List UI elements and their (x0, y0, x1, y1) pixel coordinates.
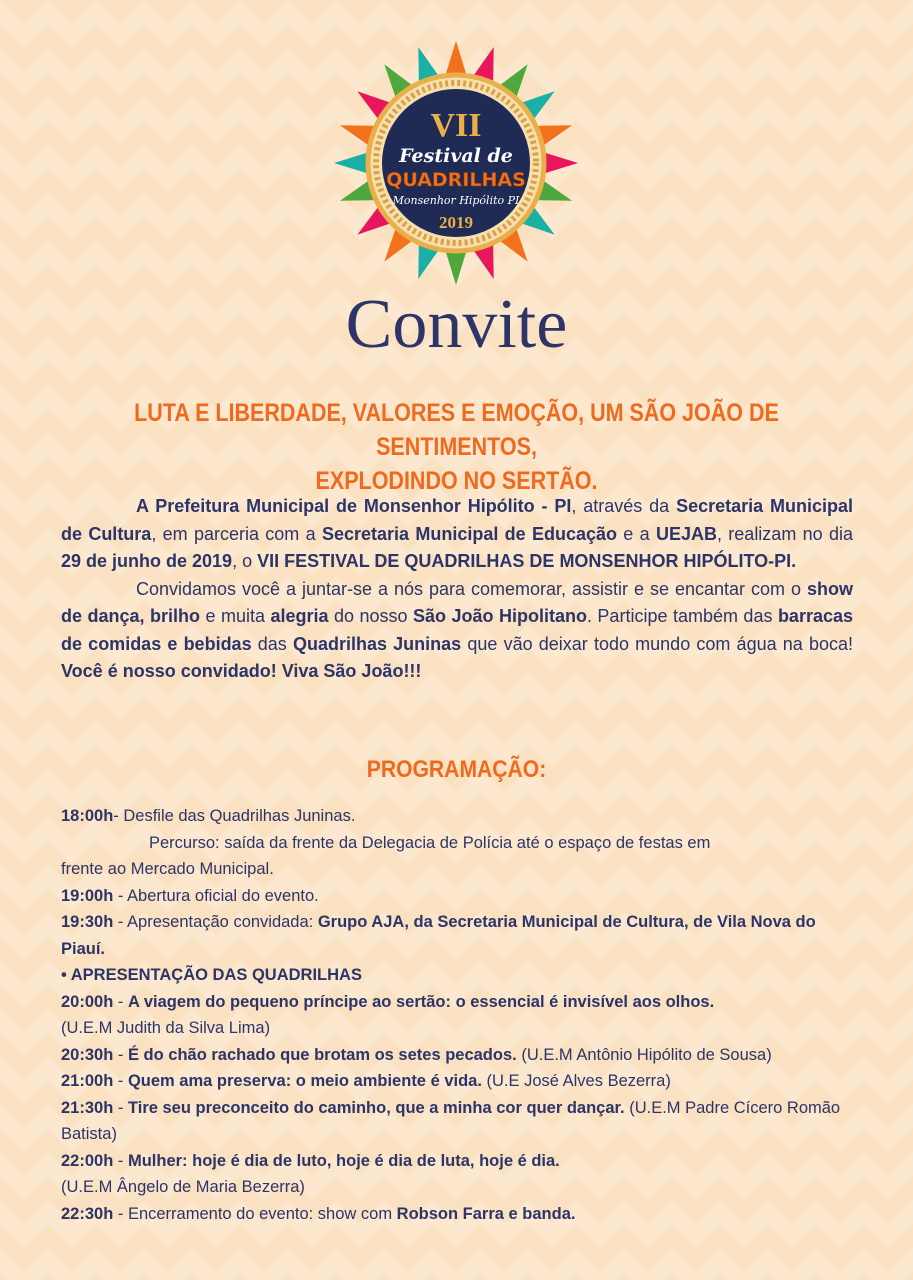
text: . Participe também das (586, 606, 778, 626)
logo-quadrilhas: QUADRILHAS (386, 169, 526, 191)
invitation-text (61, 493, 853, 686)
schedule-desc: - (113, 1045, 128, 1064)
schedule-item (61, 1201, 861, 1228)
bunting-flag (445, 248, 468, 285)
text: do nosso (328, 606, 413, 626)
schedule-desc: - Desfile das Quadrilhas Juninas. (113, 807, 356, 825)
schedule-desc: - Abertura oficial do evento. (113, 886, 319, 905)
schedule-school: (U.E.M Judith da Silva Lima) (61, 1019, 271, 1037)
org-uejab: UEJAB (655, 523, 717, 544)
page-title: Convite (345, 286, 568, 363)
text: e muita (199, 606, 271, 626)
logo-festival-de: Festival de (399, 145, 513, 167)
intro-paragraph-1 (61, 493, 853, 576)
schedule-bold: Tire seu preconceito do caminho, que a minha cor quer dançar. (127, 1098, 625, 1117)
schedule-list (61, 803, 861, 1227)
schedule-bold: Grupo AJA, da Secretaria Municipal de Cultura, de Vila Nova do Piauí. (61, 913, 816, 958)
schedule-route: Percurso: saída da frente da Delegacia de Polícia até o espaço de festas em (149, 833, 711, 852)
text: , o (232, 551, 258, 571)
schedule-school: (U.E.M Padre Cícero Romão Batista) (61, 1098, 841, 1143)
schedule-bold: Quem ama preserva: o meio ambiente é vida. (127, 1072, 482, 1090)
schedule-item (61, 883, 861, 910)
schedule-school: (U.E.M Ângelo de Maria Bezerra) (61, 1178, 305, 1196)
text: , realizam no dia (716, 523, 853, 544)
schedule-heading-text: • APRESENTAÇÃO DAS QUADRILHAS (61, 966, 362, 984)
highlight: show de dança, brilho (61, 578, 853, 626)
schedule-desc: - (113, 1098, 128, 1117)
schedule-item (61, 803, 861, 830)
schedule-time: 22:00h (61, 1151, 114, 1170)
schedule-desc: - (113, 1072, 128, 1090)
bunting-flag (334, 152, 371, 175)
schedule-time: 21:30h (61, 1098, 114, 1117)
festival-logo (331, 38, 581, 288)
slogan-line-1: LUTA E LIBERDADE, VALORES E EMOÇÃO, UM SÃO JOÃO DE SENTIMENTOS, (134, 399, 779, 461)
highlight: Quadrilhas Juninas (292, 633, 462, 654)
schedule-section-heading (61, 962, 861, 989)
org-prefeitura: A Prefeitura Municipal de Monsenhor Hipólito - PI (136, 496, 572, 516)
programacao-heading: PROGRAMAÇÃO: (366, 756, 547, 783)
text: , através da (571, 496, 677, 516)
schedule-item (61, 1068, 861, 1095)
text: Convidamos você a juntar-se a nós para comemorar, assistir e se encantar com o (136, 578, 807, 599)
schedule-time: 20:30h (61, 1045, 114, 1064)
event-date: 29 de junho de 2019 (61, 551, 233, 571)
schedule-item (61, 989, 861, 1016)
schedule-desc: - Apresentação convidada: (113, 913, 318, 931)
schedule-item (61, 1148, 861, 1175)
schedule-item (61, 1042, 861, 1069)
schedule-time: 18:00h (61, 807, 114, 825)
schedule-item (61, 909, 861, 962)
schedule-time: 22:30h (61, 1204, 114, 1223)
logo-city: Monsenhor Hipólito PI (392, 194, 520, 207)
schedule-school: (U.E José Alves Bezerra) (481, 1072, 671, 1090)
schedule-item (61, 1095, 861, 1148)
text: e a (617, 523, 656, 544)
org-cultura: Secretaria Municipal de Cultura (61, 496, 853, 544)
logo-roman: VII (430, 107, 482, 144)
schedule-time: 21:00h (61, 1072, 114, 1090)
event-name: VII FESTIVAL DE QUADRILHAS DE MONSENHOR HIPÓLITO-PI. (257, 551, 797, 571)
text: , em parceria com a (151, 523, 322, 544)
intro-paragraph-2 (61, 576, 853, 686)
bunting-flag (541, 152, 578, 175)
schedule-desc: - (113, 1151, 128, 1170)
highlight: São João Hipolitano (412, 606, 587, 626)
highlight: alegria (270, 606, 329, 626)
bunting-flag (445, 41, 468, 78)
schedule-time: 19:30h (61, 913, 114, 931)
logo-year: 2019 (439, 213, 473, 232)
schedule-desc: - (113, 992, 128, 1011)
schedule-bold: Mulher: hoje é dia de luto, hoje é dia de luta, hoje é dia. (127, 1151, 560, 1170)
highlight: barracas de comidas e bebidas (61, 606, 853, 654)
schedule-desc: - Encerramento do evento: show com (113, 1204, 397, 1223)
closing-line: Você é nosso convidado! Viva São João!!! (61, 661, 422, 681)
slogan-line-2: EXPLODINDO NO SERTÃO. (315, 467, 598, 495)
schedule-time: 20:00h (61, 992, 114, 1011)
schedule-bold: A viagem do pequeno príncipe ao sertão: o essencial é invisível aos olhos. (127, 992, 715, 1011)
slogan (98, 396, 814, 498)
text: das (251, 633, 293, 654)
org-educacao: Secretaria Municipal de Educação (321, 523, 617, 544)
schedule-bold: Robson Farra e banda. (396, 1204, 576, 1223)
schedule-route-cont: frente ao Mercado Municipal. (61, 860, 274, 878)
schedule-bold: É do chão rachado que brotam os setes pecados. (127, 1045, 517, 1064)
text: que vão deixar todo mundo com água na boca! (461, 633, 853, 654)
schedule-school: (U.E.M Antônio Hipólito de Sousa) (516, 1045, 772, 1064)
schedule-time: 19:00h (61, 886, 114, 905)
